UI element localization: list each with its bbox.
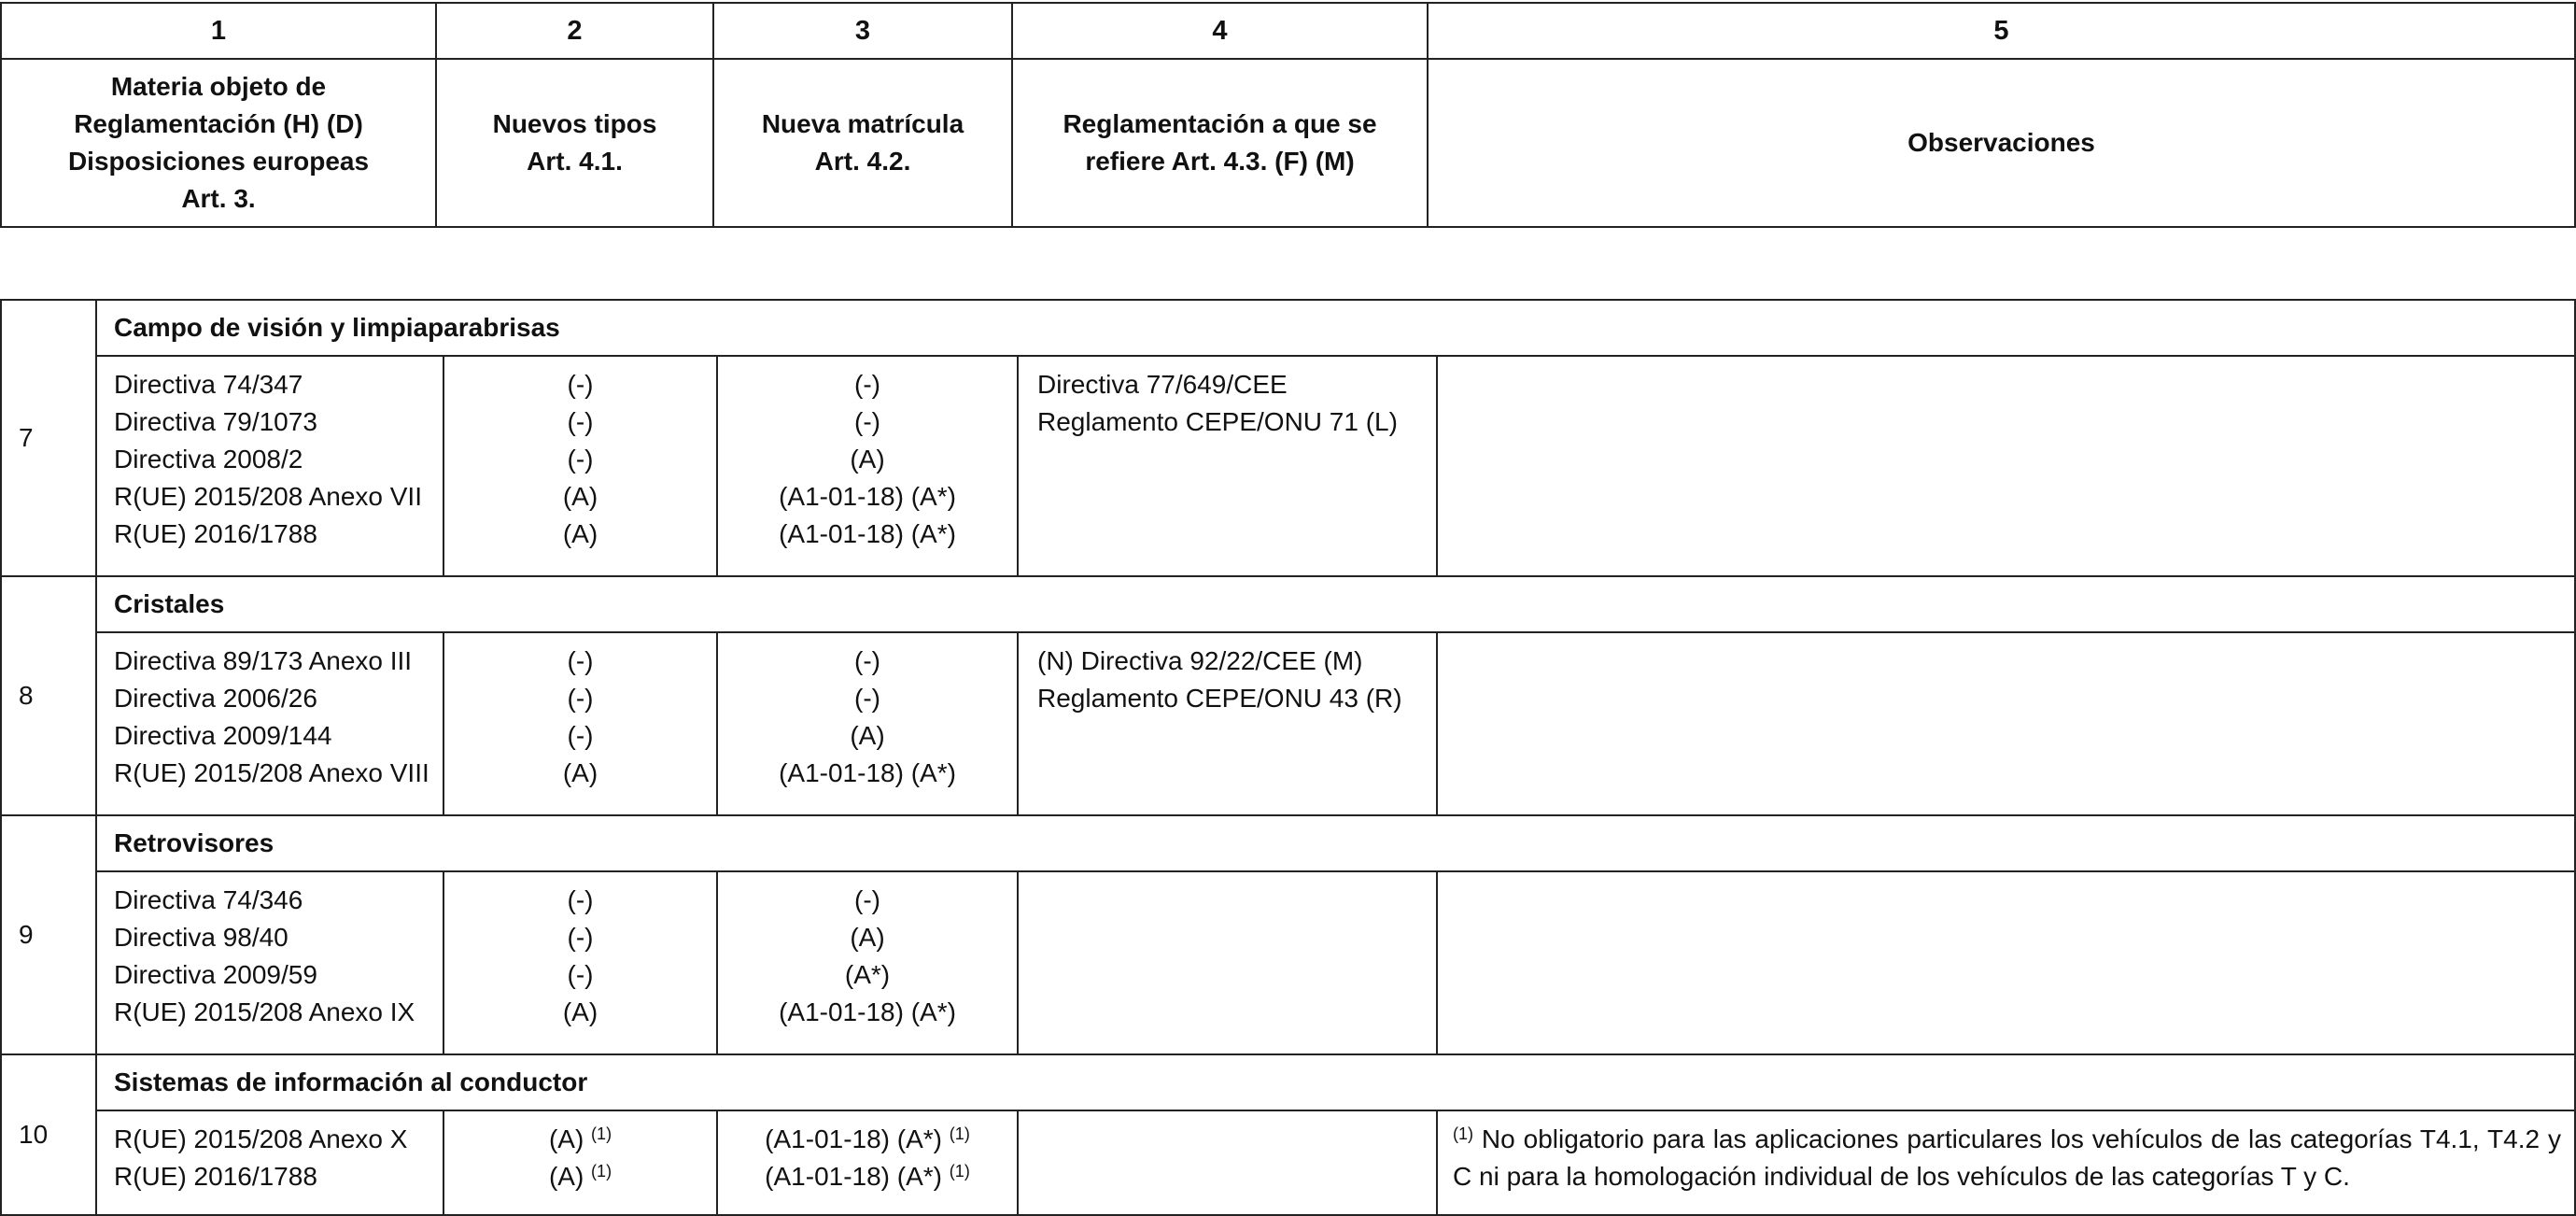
column-number-3: 3 — [713, 3, 1012, 59]
cell-line-text: (-) — [567, 923, 594, 952]
header-line: Materia objeto de — [110, 72, 327, 101]
cell-line — [718, 919, 1017, 956]
cell-line-text: (A1-01-18) (A*) — [779, 519, 956, 548]
header-line: Disposiciones europeas — [67, 147, 370, 176]
cell-line — [718, 366, 1017, 403]
header-line: Art. 4.2. — [814, 147, 911, 176]
column-number-row — [1, 3, 2575, 59]
cell-line — [718, 441, 1017, 478]
cell-line — [444, 919, 716, 956]
cell-line-text: Directiva 89/173 Anexo III — [114, 646, 413, 675]
column-number-1: 1 — [1, 3, 436, 59]
cell-line — [114, 755, 443, 792]
cell-line — [444, 680, 716, 717]
cell-line — [114, 956, 443, 994]
cell-line — [444, 366, 716, 403]
header-line: Observaciones — [1907, 128, 2095, 157]
cell-line-text: (-) — [854, 407, 880, 436]
cell-line — [114, 366, 443, 403]
cell-line-text: (-) — [567, 407, 594, 436]
new-registration-list — [717, 632, 1018, 815]
cell-line-text: (-) — [567, 721, 594, 750]
new-registration-list — [717, 356, 1018, 576]
observations-cell — [1437, 356, 2575, 576]
cell-line-text: Directiva 74/347 — [114, 370, 303, 399]
cell-line-text: R(UE) 2015/208 Anexo VII — [114, 482, 422, 511]
cell-line-text: Reglamento CEPE/ONU 71 (L) — [1037, 407, 1398, 436]
cell-line-text: Directiva 79/1073 — [114, 407, 317, 436]
observations-cell — [1437, 1110, 2575, 1215]
cell-line — [444, 643, 716, 680]
new-registration-list — [717, 1110, 1018, 1215]
footnote-reference: (1) — [1453, 1124, 1474, 1143]
column-number-2: 2 — [436, 3, 713, 59]
cell-line-text: (-) — [567, 684, 594, 713]
cell-line-text: (-) — [854, 684, 880, 713]
cell-line — [444, 717, 716, 755]
cell-line-text: (A*) — [844, 960, 891, 989]
cell-line-text: (-) — [854, 370, 880, 399]
section-title-row — [1, 300, 2575, 356]
cell-line-text: (-) — [567, 646, 594, 675]
cell-line-text: R(UE) 2015/208 Anexo X — [114, 1124, 408, 1153]
section-content-row — [1, 1110, 2575, 1215]
cell-line — [1037, 643, 1436, 680]
section-number: 8 — [1, 576, 96, 815]
new-types-list — [443, 356, 717, 576]
cell-line-text: Directiva 2006/26 — [114, 684, 317, 713]
cell-line-text: (-) — [567, 370, 594, 399]
footnote-number: 1 — [954, 1124, 964, 1143]
observations-text: No obligatorio para las aplicaciones particulares los vehículos de las categorías T4.1, T4.2 y C ni para la homologación individual de los vehículos de las categorías T y C. — [1453, 1124, 2561, 1191]
footnote-number: 1 — [1458, 1124, 1469, 1143]
section-content-row — [1, 356, 2575, 576]
header-line: Reglamentación a que se — [1063, 109, 1377, 138]
column-label-reglamentacion — [1012, 59, 1428, 227]
cell-line-text: R(UE) 2015/208 Anexo VIII — [114, 758, 429, 787]
footnote-number: 1 — [597, 1162, 607, 1181]
column-label-materia — [1, 59, 436, 227]
cell-line — [718, 516, 1017, 553]
referenced-regulation-list — [1018, 1110, 1437, 1215]
section-title: Sistemas de información al conductor — [96, 1054, 2575, 1110]
cell-line — [114, 1158, 443, 1195]
cell-line — [444, 403, 716, 441]
cell-line-text: R(UE) 2015/208 Anexo IX — [114, 997, 415, 1026]
cell-line-text: R(UE) 2016/1788 — [114, 1162, 317, 1191]
footnote-number: 1 — [597, 1124, 607, 1143]
cell-line-text: (A) — [850, 923, 885, 952]
column-number-5: 5 — [1428, 3, 2575, 59]
regulation-table — [0, 299, 2576, 1216]
cell-line-text: (A1-01-18) (A*) — [765, 1124, 950, 1153]
cell-line — [718, 643, 1017, 680]
cell-line — [114, 478, 443, 516]
regulation-list — [96, 356, 443, 576]
observations-cell — [1437, 632, 2575, 815]
cell-line-text: (A1-01-18) (A*) — [765, 1162, 950, 1191]
cell-line-text: (N) Directiva 92/22/CEE (M) — [1037, 646, 1363, 675]
cell-line-text: (A) — [850, 445, 885, 474]
observations-cell — [1437, 871, 2575, 1054]
cell-line-text: (A) — [562, 758, 598, 787]
section-title: Retrovisores — [96, 815, 2575, 871]
new-types-list — [443, 871, 717, 1054]
cell-line — [1037, 403, 1436, 441]
referenced-regulation-list — [1018, 632, 1437, 815]
cell-line-text: (-) — [567, 960, 594, 989]
cell-line — [444, 882, 716, 919]
new-registration-list — [717, 871, 1018, 1054]
section-number: 10 — [1, 1054, 96, 1215]
cell-line-text: (A) — [562, 482, 598, 511]
cell-line — [114, 994, 443, 1031]
cell-line — [444, 441, 716, 478]
cell-line — [1037, 366, 1436, 403]
cell-line-text: (A) — [562, 997, 598, 1026]
cell-line-text: Directiva 2009/144 — [114, 721, 332, 750]
cell-line — [114, 717, 443, 755]
cell-line — [444, 994, 716, 1031]
referenced-regulation-list — [1018, 356, 1437, 576]
cell-line — [114, 441, 443, 478]
cell-line-text: (A1-01-18) (A*) — [779, 997, 956, 1026]
cell-line-text: Directiva 2008/2 — [114, 445, 303, 474]
cell-line — [718, 1121, 1017, 1158]
section-title-row — [1, 815, 2575, 871]
section-number: 7 — [1, 300, 96, 576]
cell-line — [114, 643, 443, 680]
cell-line-text: Directiva 2009/59 — [114, 960, 317, 989]
cell-line — [444, 1158, 716, 1195]
cell-line — [114, 680, 443, 717]
section-title: Campo de visión y limpiaparabrisas — [96, 300, 2575, 356]
header-line: refiere Art. 4.3. (F) (M) — [1085, 147, 1355, 176]
section-number: 9 — [1, 815, 96, 1054]
cell-line — [444, 956, 716, 994]
section-content-row — [1, 871, 2575, 1054]
header-line: Nueva matrícula — [761, 109, 964, 138]
cell-line — [114, 403, 443, 441]
footnote-reference: (1) — [591, 1124, 612, 1143]
cell-line — [718, 403, 1017, 441]
header-line: Art. 3. — [181, 184, 256, 213]
cell-line-text: (-) — [567, 885, 594, 914]
footnote-reference: (1) — [949, 1162, 970, 1181]
regulation-list — [96, 1110, 443, 1215]
cell-line — [114, 516, 443, 553]
cell-line-text: Directiva 74/346 — [114, 885, 303, 914]
cell-line-text: R(UE) 2016/1788 — [114, 519, 317, 548]
cell-line — [718, 994, 1017, 1031]
section-title: Cristales — [96, 576, 2575, 632]
footnote-number: 1 — [954, 1162, 964, 1181]
cell-line-text: (A) — [850, 721, 885, 750]
cell-line — [718, 755, 1017, 792]
cell-line-text: (-) — [854, 646, 880, 675]
cell-line-text: (A1-01-18) (A*) — [779, 482, 956, 511]
cell-line-text: (-) — [567, 445, 594, 474]
cell-line — [444, 516, 716, 553]
column-label-nuevos-tipos — [436, 59, 713, 227]
column-label-row — [1, 59, 2575, 227]
footnote-reference: (1) — [591, 1162, 612, 1181]
cell-line-text: Directiva 98/40 — [114, 923, 289, 952]
cell-line — [444, 1121, 716, 1158]
header-line: Art. 4.1. — [527, 147, 623, 176]
section-title-row — [1, 576, 2575, 632]
regulation-list — [96, 632, 443, 815]
cell-line — [718, 1158, 1017, 1195]
cell-line-text: Directiva 77/649/CEE — [1037, 370, 1288, 399]
cell-line — [718, 956, 1017, 994]
cell-line — [718, 680, 1017, 717]
new-types-list — [443, 1110, 717, 1215]
new-types-list — [443, 632, 717, 815]
header-line: Nuevos tipos — [492, 109, 657, 138]
column-label-observaciones — [1428, 59, 2575, 227]
cell-line — [114, 882, 443, 919]
cell-line — [1037, 680, 1436, 717]
cell-line — [444, 478, 716, 516]
header-line: Reglamentación (H) (D) — [74, 109, 363, 138]
cell-line — [718, 882, 1017, 919]
column-header-table — [0, 2, 2576, 228]
cell-line-text: (A1-01-18) (A*) — [779, 758, 956, 787]
cell-line — [718, 478, 1017, 516]
referenced-regulation-list — [1018, 871, 1437, 1054]
column-number-4: 4 — [1012, 3, 1428, 59]
cell-line-text: (A) — [562, 519, 598, 548]
cell-line-text: (A) — [548, 1124, 592, 1153]
column-label-nueva-matricula — [713, 59, 1012, 227]
section-title-row — [1, 1054, 2575, 1110]
cell-line — [718, 717, 1017, 755]
cell-line-text: Reglamento CEPE/ONU 43 (R) — [1037, 684, 1402, 713]
cell-line-text: (-) — [854, 885, 880, 914]
cell-line — [114, 919, 443, 956]
cell-line-text: (A) — [548, 1162, 592, 1191]
regulation-list — [96, 871, 443, 1054]
cell-line — [114, 1121, 443, 1158]
cell-line — [444, 755, 716, 792]
section-content-row — [1, 632, 2575, 815]
footnote-reference: (1) — [949, 1124, 970, 1143]
